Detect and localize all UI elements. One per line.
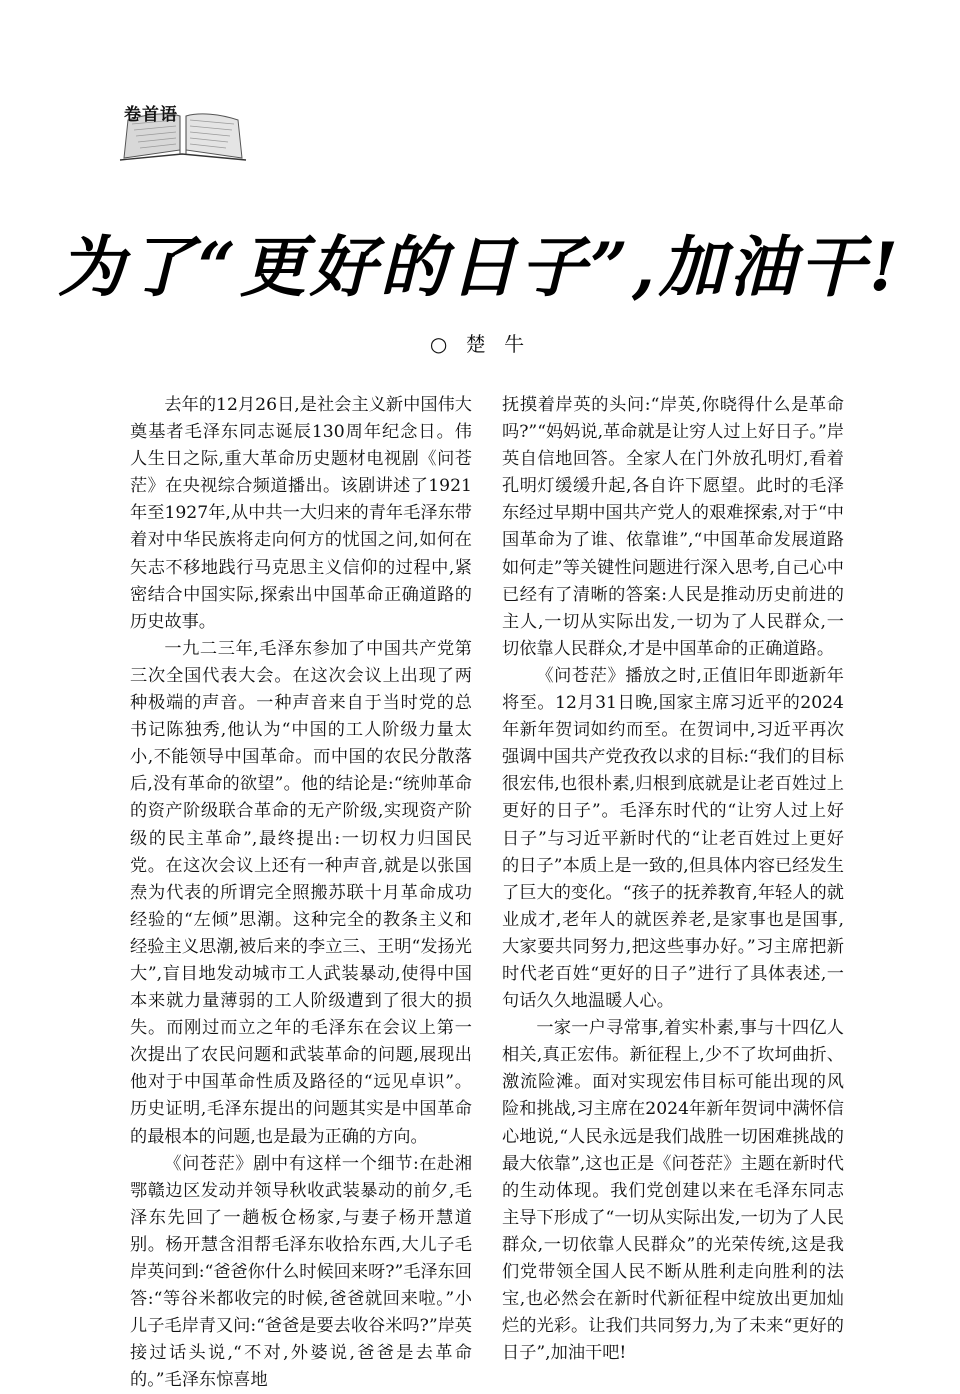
- author-byline: ○ 楚 牛: [429, 332, 531, 356]
- left-column: [130, 392, 472, 1394]
- paragraph: 《问苍茫》剧中有这样一个细节:在赴湘鄂赣边区发动并领导秋收武装暴动的前夕,毛泽东先回了一趟板仓杨家,与妻子杨开慧道别。杨开慧含泪帮毛泽东收拾东西,大儿子毛岸英问到:“爸爸你什么时候回来呀?”毛泽东回答:“等谷米都收完的时候,爸爸就回来啦。”小儿子毛岸青又问:“爸爸是要去收谷米吗?”岸英接过话头说,“不对,外婆说,爸爸是去革命的。”毛泽东惊喜地: [130, 1153, 472, 1391]
- paragraph: 《问苍茫》播放之时,正值旧年即逝新年将至。12月31日晚,国家主席习近平的2024年新年贺词如约而至。在贺词中,习近平再次强调中国共产党孜孜以求的目标:“我们的目标很宏伟,也很朴素,归根到底就是让老百姓过上更好的日子”。毛泽东时代的“让穷人过上好日子”与习近平新时代的“让老百姓过上更好的日子”本质上是一致的,但具体内容已经发生了巨大的变化。“孩子的抚养教育,年轻人的就业成才,老年人的就医养老,是家事也是国事,大家要共同努力,把这些事办好。”习主席把新时代老百姓“更好的日子”进行了具体表述,一句话久久地温暖人心。: [502, 665, 844, 1012]
- paragraph: 一家一户寻常事,着实朴素,事与十四亿人相关,真正宏伟。新征程上,少不了坎坷曲折、激流险滩。面对实现宏伟目标可能出现的风险和挑战,习主席在2024年新年贺词中满怀信心地说,“人民永远是我们战胜一切困难挑战的最大依靠”,这也正是《问苍茫》主题在新时代的生动体现。我们党创建以来在毛泽东同志主导下形成了“一切从实际出发,一切为了人民群众,一切依靠人民群众”的光荣传统,这是我们党带领全国人民不断从胜利走向胜利的法宝,也必然会在新时代新征程中绽放出更加灿烂的光彩。让我们共同努力,为了未来“更好的日子”,加油干吧!: [502, 1018, 844, 1364]
- right-column: [502, 392, 844, 1367]
- paragraph: 抚摸着岸英的头问:“岸英,你晓得什么是革命吗?”“妈妈说,革命就是让穷人过上好日子。”岸英自信地回答。全家人在门外放孔明灯,看着孔明灯缓缓升起,各自许下愿望。此时的毛泽东经过早期中国共产党人的艰难探索,对于“中国革命为了谁、依靠谁”,“中国革命发展道路如何走”等关键性问题进行深入思考,自己心中已经有了清晰的答案:人民是推动历史前进的主人,一切从实际出发,一切为了人民群众,一切依靠人民群众,才是中国革命的正确道路。: [502, 395, 844, 659]
- paragraph: 一九二三年,毛泽东参加了中国共产党第三次全国代表大会。在这次会议上出现了两种极端的声音。一种声音来自于当时党的总书记陈独秀,他认为“中国的工人阶级力量太小,不能领导中国革命。而中国的农民分散落后,没有革命的欲望”。他的结论是:“统帅革命的资产阶级联合革命的无产阶级,实现资产阶级的民主革命”,最终提出:一切权力归国民党。在这次会议上还有一种声音,就是以张国焘为代表的所谓完全照搬苏联十月革命成功经验的“左倾”思潮。这种完全的教条主义和经验主义思潮,被后来的李立三、王明“发扬光大”,盲目地发动城市工人武装暴动,使得中国本来就力量薄弱的工人阶级遭到了很大的损失。而刚过而立之年的毛泽东在会议上第一次提出了农民问题和武装革命的问题,展现出他对于中国革命性质及路径的“远见卓识”。历史证明,毛泽东提出的问题其实是中国革命的最根本的问题,也是最为正确的方向。: [130, 638, 472, 1147]
- column-label: 卷首语: [124, 105, 178, 125]
- page-title: 为了“更好的日子”,加油干!: [58, 228, 902, 306]
- column-header: [118, 96, 248, 166]
- paragraph: 去年的12月26日,是社会主义新中国伟大奠基者毛泽东同志诞辰130周年纪念日。伟人生日之际,重大革命历史题材电视剧《问苍茫》在央视综合频道播出。该剧讲述了1921年至1927年,从中共一大归来的青年毛泽东带着对中华民族将走向何方的忧国之问,如何在矢志不移地践行马克思主义信仰的过程中,紧密结合中国实际,探索出中国革命正确道路的历史故事。: [130, 395, 472, 632]
